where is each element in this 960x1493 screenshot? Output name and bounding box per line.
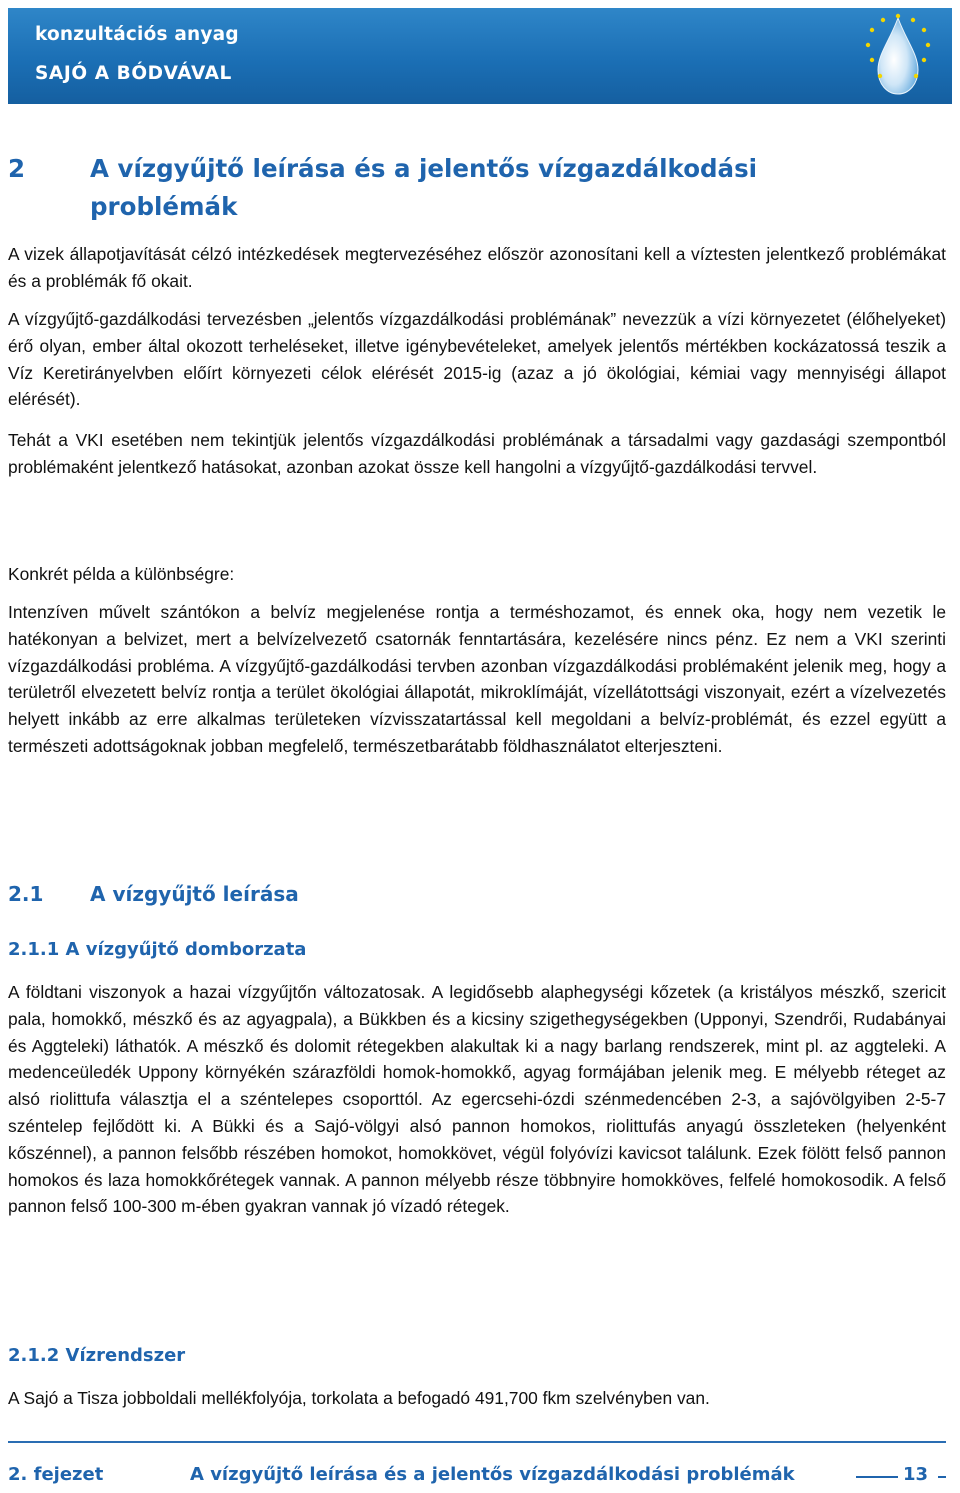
subsubsection-title: Vízrendszer — [65, 1345, 186, 1366]
header-project-name: SAJÓ A BÓDVÁVAL — [35, 63, 232, 84]
paragraph-intro: A vizek állapotjavítását célzó intézkedések megtervezéséhez először azonosítani kell a víztesten jelentkező problémákat és a problémák fő okait. — [8, 244, 946, 291]
section-title-line1: A vízgyűjtő leírása és a jelentős vízgazdálkodási — [90, 154, 758, 183]
footer-divider-top — [8, 1441, 946, 1443]
subsubsection-heading-water-system — [8, 1345, 185, 1366]
section-title-line2: problémák — [90, 192, 238, 221]
subsection-heading — [8, 882, 299, 906]
subsubsection-number: 2.1.2 — [8, 1345, 60, 1366]
section-heading — [8, 150, 938, 226]
footer-chapter: 2. fejezet — [8, 1464, 104, 1485]
footer-dash-left — [856, 1476, 898, 1478]
section-number: 2 — [8, 154, 26, 183]
page-footer — [8, 1464, 946, 1492]
paragraph-example-label: Konkrét példa a különbségre: — [8, 564, 235, 584]
footer-dash-right — [938, 1476, 946, 1478]
page-number: 13 — [903, 1464, 929, 1485]
footer-title: A vízgyűjtő leírása és a jelentős vízgazdálkodási problémák — [190, 1464, 795, 1485]
paragraph-vki: Tehát a VKI esetében nem tekintjük jelentős vízgazdálkodási problémának a társadalmi vagy gazdasági szempontból problémaként jelentkező hatásokat, azonban azokat össze kell hangolni a vízgyűjtő-gazdálkodási tervvel. — [8, 430, 946, 477]
paragraph-definition: A vízgyűjtő-gazdálkodási tervezésben „jelentős vízgazdálkodási problémának” nevezzük a vízi környezetet (élőhelyeket) érő olyan, ember által okozott terheléseket, illetve igénybevételeket, amelyek jelentős mértékben kockázatossá teszik a Víz Keretirányelvben előírt környezeti célok elérését 2015-ig (azaz a jó ökológiai, kémiai vagy mennyiségi állapot elérését). — [8, 309, 946, 410]
paragraph-example: Intenzíven művelt szántókon a belvíz megjelenése rontja a terméshozamot, és ennek oka, hogy nem vezetik le hatékonyan a belvizet, mert a belvízelvezető csatornák fenntartására, kezelésére nincs pénz. Ez nem a VKI szerinti vízgazdálkodási probléma. A vízgyűjtő-gazdálkodási tervben azonban vízgazdálkodási problémaként jelenik meg, hogy a területről elvezetett belvíz rontja a terület ökológiai állapotát, mikroklímáját, vízellátottsági viszonyait, ezért a vízelvezetés helyett inkább az erre alkalmas területeken vízvisszatartással kell megoldani a belvíz-problémát, és ezzel együtt a természeti adottságoknak jobban megfelelő, természetbarátabb földhasználatot elterjeszteni. — [8, 602, 946, 756]
subsubsection-heading-relief — [8, 939, 306, 960]
subsubsection-title: A vízgyűjtő domborzata — [65, 939, 307, 960]
header-label: konzultációs anyag — [35, 24, 239, 45]
water-drop-stars-logo-icon — [858, 10, 938, 100]
subsubsection-number: 2.1.1 — [8, 939, 60, 960]
document-header-banner — [8, 8, 952, 104]
paragraph-water-system: A Sajó a Tisza jobboldali mellékfolyója, torkolata a befogadó 491,700 fkm szelvényben van. — [8, 1388, 710, 1408]
subsection-number: 2.1 — [8, 882, 44, 906]
subsection-title: A vízgyűjtő leírása — [90, 882, 299, 906]
paragraph-geology: A földtani viszonyok a hazai vízgyűjtőn változatosak. A legidősebb alaphegységi kőzetek (a kristályos mészkő, szericit pala, homokkő, mészkő és az agyagpala), a Bükkben és a kicsiny szigethegységekben (Upponyi, Szendrői, Rudabányai és Aggteleki) láthatók. A mészkő és dolomit rétegekben alakultak ki a nagy barlang rendszerek, mint pl. az aggteleki. A medenceüledék Uppony környékén szárazföldi homok-homokkő, agyag formájában jelenik meg. E mélyebb réteget az alsó riolittufa választja el a széntelepes csoporttól. Az egercsehi-ózdi szénmedencében 2-3, a sajóvölgyiben 2-5-7 széntelep fejlődött ki. A Bükki és a Sajó-völgyi alsó pannon homokos, riolittufás anyagú összleteken (helyenként kőszénnel), a pannon felsőbb részében homokot, homokkövet, végül folyóvízi kavicsot találunk. Ezek fölött felső pannon homokos és laza homokkőrétegek vannak. A pannon mélyebb része többnyire homokköves, felfelé homokosodik. A felső pannon felső 100-300 m-ében gyakran vannak jó vízadó rétegek. — [8, 982, 946, 1217]
